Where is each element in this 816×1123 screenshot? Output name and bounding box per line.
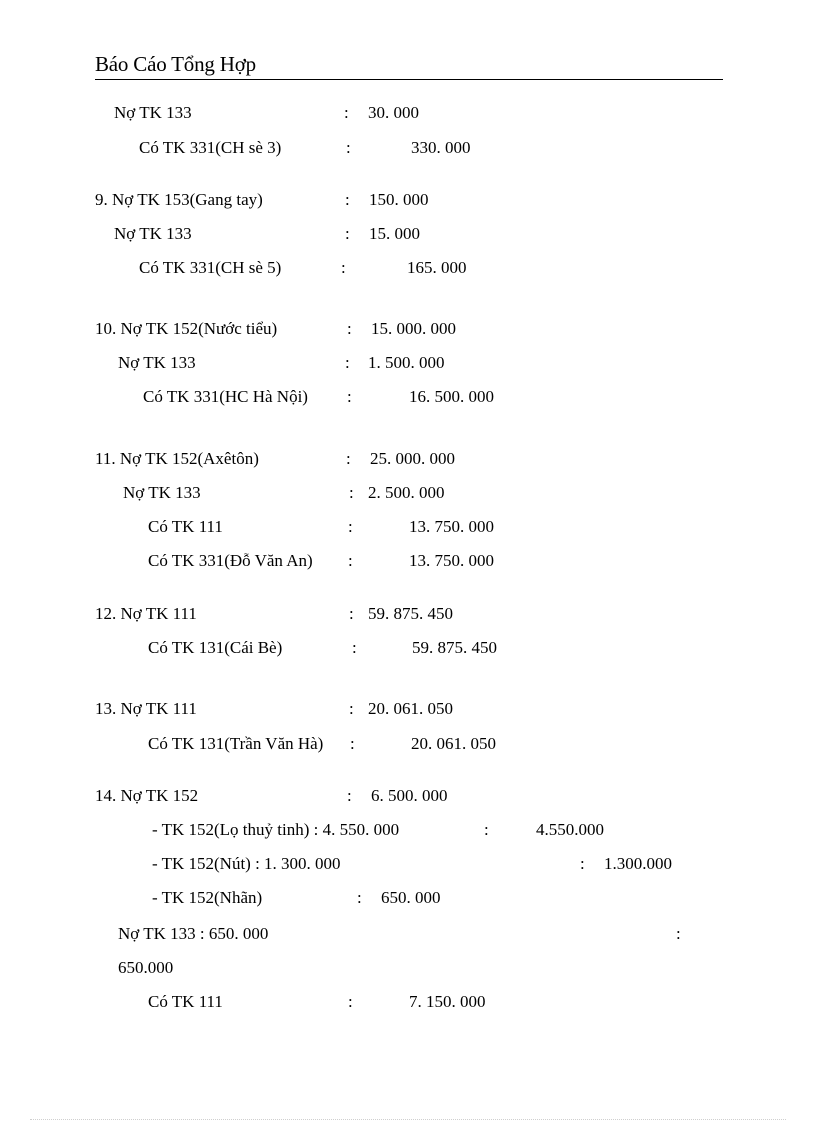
header-divider [95, 79, 723, 80]
entry-colon: : [341, 258, 346, 277]
entry-label: 9. Nợ TK 153(Gang tay) [95, 190, 263, 209]
entry-colon: : [348, 551, 353, 570]
entry-colon: : [484, 820, 489, 839]
entry-value: 15. 000. 000 [371, 319, 456, 338]
entry-value: 165. 000 [407, 258, 467, 277]
entry-label: - TK 152(Nhãn) [152, 888, 263, 907]
entry-colon: : [344, 103, 349, 122]
entry-value: 15. 000 [369, 224, 420, 243]
entry-colon: : [676, 924, 681, 943]
entry-value: 20. 061. 050 [368, 699, 453, 718]
entry-label: 650.000 [118, 958, 174, 977]
entry-label: Nợ TK 133 : 650. 000 [118, 924, 269, 943]
entry-value: 7. 150. 000 [409, 992, 486, 1011]
entry-label: Có TK 111 [148, 517, 223, 536]
entry-label: 10. Nợ TK 152(Nước tiểu) [95, 319, 278, 338]
entry-value: 6. 500. 000 [371, 786, 448, 805]
entry-label: - TK 152(Nút) : 1. 300. 000 [152, 854, 341, 873]
entry-colon: : [345, 353, 350, 372]
entry-value: 650. 000 [381, 888, 441, 907]
entry-label: Có TK 131(Cái Bè) [148, 638, 283, 657]
entry-colon: : [348, 992, 353, 1011]
entry-label: Có TK 331(HC Hà Nội) [143, 387, 308, 406]
page-bottom-divider [30, 1119, 786, 1120]
entry-colon: : [346, 449, 351, 468]
entry-label: Có TK 111 [148, 992, 223, 1011]
entry-value: 2. 500. 000 [368, 483, 445, 502]
entry-value: 16. 500. 000 [409, 387, 494, 406]
entry-label: Nợ TK 133 [114, 224, 192, 243]
entry-label: Nợ TK 133 [123, 483, 201, 502]
entry-label: Có TK 131(Trần Văn Hà) [148, 734, 324, 753]
entry-value: 1.300.000 [604, 854, 672, 873]
entry-colon: : [350, 734, 355, 753]
entry-value: 13. 750. 000 [409, 517, 494, 536]
entry-colon: : [346, 138, 351, 157]
entry-label: Có TK 331(Đỗ Văn An) [148, 551, 313, 570]
entry-colon: : [349, 483, 354, 502]
entry-label: Có TK 331(CH sè 3) [139, 138, 282, 157]
entry-colon: : [349, 699, 354, 718]
entry-value: 25. 000. 000 [370, 449, 455, 468]
entry-colon: : [347, 387, 352, 406]
entry-value: 150. 000 [369, 190, 429, 209]
entry-value: 1. 500. 000 [368, 353, 445, 372]
entry-colon: : [357, 888, 362, 907]
entry-label: Có TK 331(CH sè 5) [139, 258, 282, 277]
entry-value: 59. 875. 450 [368, 604, 453, 623]
entry-colon: : [352, 638, 357, 657]
entry-colon: : [345, 190, 350, 209]
entry-label: 12. Nợ TK 111 [95, 604, 197, 623]
entry-value: 59. 875. 450 [412, 638, 497, 657]
entry-colon: : [349, 604, 354, 623]
entry-label: Nợ TK 133 [114, 103, 192, 122]
entry-value: 4.550.000 [536, 820, 604, 839]
entry-value: 13. 750. 000 [409, 551, 494, 570]
entry-label: 11. Nợ TK 152(Axêtôn) [95, 449, 259, 468]
entry-label: Nợ TK 133 [118, 353, 196, 372]
entry-label: - TK 152(Lọ thuỷ tinh) : 4. 550. 000 [152, 820, 400, 839]
entry-colon: : [580, 854, 585, 873]
entry-label: 14. Nợ TK 152 [95, 786, 199, 805]
entry-label: 13. Nợ TK 111 [95, 699, 197, 718]
entry-value: 20. 061. 050 [411, 734, 496, 753]
entry-colon: : [348, 517, 353, 536]
entry-value: 330. 000 [411, 138, 471, 157]
entry-value: 30. 000 [368, 103, 419, 122]
page-header-title: Báo Cáo Tổng Hợp [95, 52, 256, 76]
entry-colon: : [347, 319, 352, 338]
entry-colon: : [347, 786, 352, 805]
entry-colon: : [345, 224, 350, 243]
